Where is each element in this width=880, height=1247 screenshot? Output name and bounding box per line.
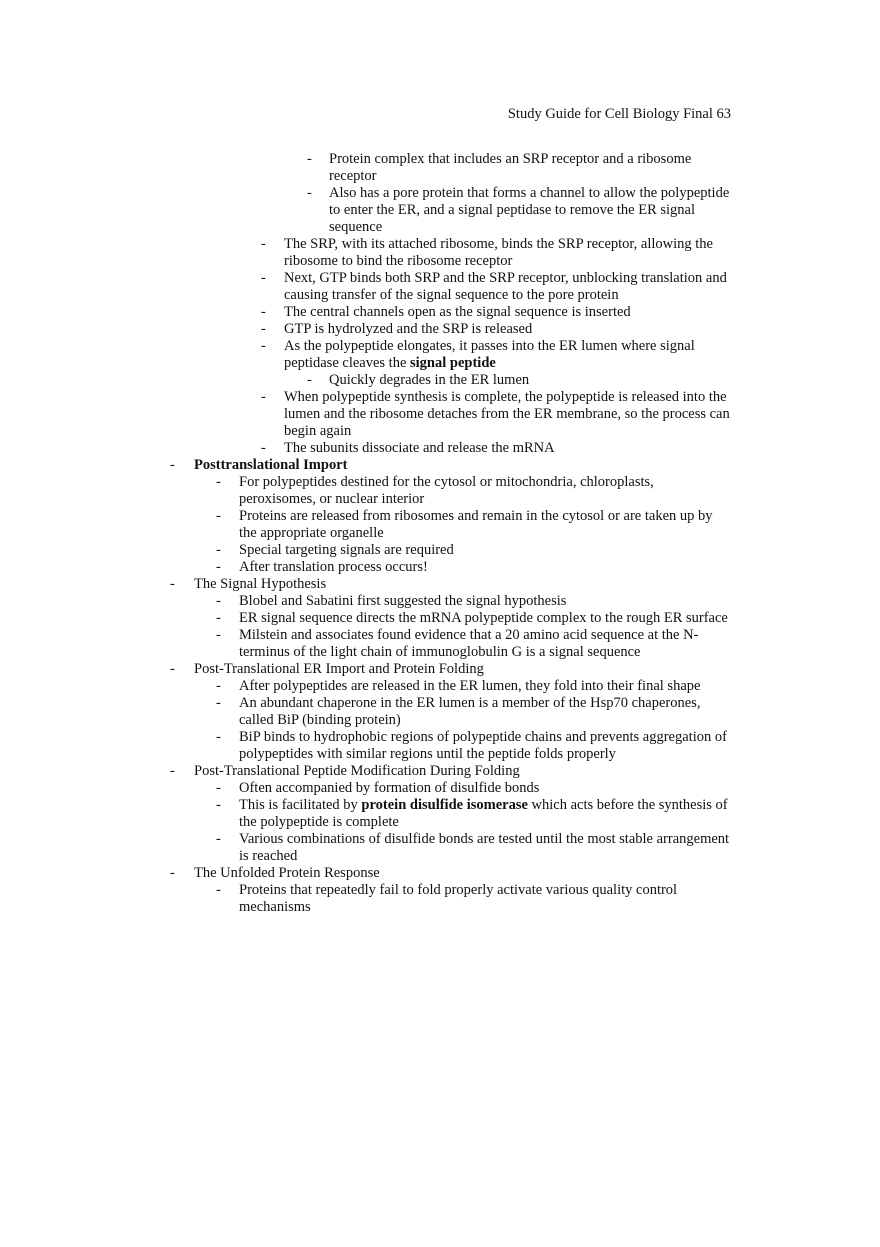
list-item <box>0 440 880 457</box>
bullet-dash: - <box>216 593 221 609</box>
text-run: Protein complex that includes an SRP receptor and a ribosome receptor <box>329 151 692 184</box>
list-item-text <box>239 831 733 865</box>
list-item <box>0 678 880 695</box>
list-item <box>0 882 880 916</box>
bullet-dash: - <box>170 661 175 677</box>
list-item-text <box>239 542 733 559</box>
list-item <box>0 474 880 508</box>
text-run: GTP is hydrolyzed and the SRP is released <box>284 321 533 337</box>
bullet-dash: - <box>261 304 266 320</box>
outline-list <box>0 151 880 916</box>
bullet-dash: - <box>170 763 175 779</box>
text-run: Post-Translational ER Import and Protein Folding <box>194 661 484 677</box>
bullet-dash: - <box>216 610 221 626</box>
list-item <box>0 236 880 270</box>
list-item-text <box>239 882 733 916</box>
bullet-dash: - <box>216 695 221 711</box>
bullet-dash: - <box>216 627 221 643</box>
list-item-text <box>194 661 733 678</box>
list-item-text <box>239 678 733 695</box>
bullet-dash: - <box>216 831 221 847</box>
list-item-text <box>239 780 733 797</box>
list-item-text <box>239 593 733 610</box>
page-header: Study Guide for Cell Biology Final 63 <box>507 106 731 122</box>
text-run: BiP binds to hydrophobic regions of polypeptide chains and prevents aggregation of polypeptides with similar regions until the peptide folds properly <box>239 729 727 762</box>
list-item <box>0 695 880 729</box>
list-item <box>0 338 880 372</box>
text-run: ER signal sequence directs the mRNA polypeptide complex to the rough ER surface <box>239 610 728 626</box>
list-item <box>0 151 880 185</box>
text-run: which acts before the synthesis of the polypeptide is complete <box>239 797 728 830</box>
text-run: Post-Translational Peptide Modification During Folding <box>194 763 520 779</box>
list-item <box>0 729 880 763</box>
list-item-text <box>239 474 733 508</box>
list-item-text <box>284 440 733 457</box>
text-run: An abundant chaperone in the ER lumen is a member of the Hsp70 chaperones, called BiP (binding protein) <box>239 695 701 728</box>
list-item-text <box>239 610 733 627</box>
bullet-dash: - <box>170 865 175 881</box>
bold-term: Posttranslational Import <box>194 457 348 473</box>
text-run: Also has a pore protein that forms a channel to allow the polypeptide to enter the ER, and a signal peptidase to remove the ER signal sequence <box>329 185 730 235</box>
bullet-dash: - <box>216 797 221 813</box>
list-item <box>0 270 880 304</box>
list-item <box>0 389 880 440</box>
list-item <box>0 610 880 627</box>
list-item <box>0 865 880 882</box>
bullet-dash: - <box>216 882 221 898</box>
bullet-dash: - <box>261 321 266 337</box>
list-item-text <box>239 695 733 729</box>
text-run: Next, GTP binds both SRP and the SRP receptor, unblocking translation and causing transfer of the signal sequence to the pore protein <box>284 270 727 303</box>
list-item <box>0 321 880 338</box>
list-item-text <box>284 304 733 321</box>
list-item <box>0 185 880 236</box>
bullet-dash: - <box>216 474 221 490</box>
bullet-dash: - <box>261 440 266 456</box>
bullet-dash: - <box>216 559 221 575</box>
list-item-text <box>284 321 733 338</box>
list-item <box>0 627 880 661</box>
text-run: Often accompanied by formation of disulfide bonds <box>239 780 540 796</box>
text-run: As the polypeptide elongates, it passes into the ER lumen where signal peptidase cleaves the <box>284 338 695 371</box>
text-run: Proteins are released from ribosomes and remain in the cytosol or are taken up by the appropriate organelle <box>239 508 713 541</box>
list-item-text <box>239 627 733 661</box>
list-item <box>0 780 880 797</box>
list-item-text <box>194 763 733 780</box>
list-item-text <box>194 865 733 882</box>
list-item-text <box>284 389 733 440</box>
bullet-dash: - <box>216 508 221 524</box>
bullet-dash: - <box>261 338 266 354</box>
list-item <box>0 304 880 321</box>
text-run: Proteins that repeatedly fail to fold properly activate various quality control mechanisms <box>239 882 678 915</box>
bullet-dash: - <box>307 151 312 167</box>
list-item-text <box>239 559 733 576</box>
text-run: Milstein and associates found evidence that a 20 amino acid sequence at the N-terminus of the light chain of immunoglobulin G is a signal sequence <box>239 627 699 660</box>
text-run: After polypeptides are released in the ER lumen, they fold into their final shape <box>239 678 701 694</box>
bullet-dash: - <box>307 372 312 388</box>
bullet-dash: - <box>170 576 175 592</box>
list-item-text <box>284 270 733 304</box>
text-run: The Signal Hypothesis <box>194 576 327 592</box>
bullet-dash: - <box>261 270 266 286</box>
list-item <box>0 831 880 865</box>
text-run: Various combinations of disulfide bonds are tested until the most stable arrangement is reached <box>239 831 730 864</box>
text-run: When polypeptide synthesis is complete, the polypeptide is released into the lumen and the ribosome detaches from the ER membrane, so the process can begin again <box>284 389 730 439</box>
bullet-dash: - <box>307 185 312 201</box>
bullet-dash: - <box>216 780 221 796</box>
list-item <box>0 576 880 593</box>
text-run: Quickly degrades in the ER lumen <box>329 372 530 388</box>
bullet-dash: - <box>216 542 221 558</box>
bold-term: signal peptide <box>410 355 496 371</box>
list-item <box>0 593 880 610</box>
list-item-text <box>329 151 733 185</box>
bullet-dash: - <box>216 678 221 694</box>
list-item-text <box>284 236 733 270</box>
list-item-text <box>239 729 733 763</box>
list-item-text <box>194 457 733 474</box>
list-item <box>0 457 880 474</box>
text-run: This is facilitated by <box>239 797 362 813</box>
list-item <box>0 559 880 576</box>
list-item <box>0 661 880 678</box>
bold-term: protein disulfide isomerase <box>361 797 528 813</box>
list-item-text <box>329 372 733 389</box>
list-item-text <box>284 338 733 372</box>
text-run: Blobel and Sabatini first suggested the signal hypothesis <box>239 593 567 609</box>
text-run: The subunits dissociate and release the mRNA <box>284 440 555 456</box>
text-run: The central channels open as the signal sequence is inserted <box>284 304 631 320</box>
list-item-text <box>239 508 733 542</box>
text-run: Special targeting signals are required <box>239 542 454 558</box>
list-item-text <box>239 797 733 831</box>
list-item <box>0 372 880 389</box>
bullet-dash: - <box>261 389 266 405</box>
text-run: For polypeptides destined for the cytosol or mitochondria, chloroplasts, peroxisomes, or nuclear interior <box>239 474 654 507</box>
list-item-text <box>194 576 733 593</box>
list-item <box>0 508 880 542</box>
bullet-dash: - <box>170 457 175 473</box>
list-item-text <box>329 185 733 236</box>
text-run: The Unfolded Protein Response <box>194 865 380 881</box>
list-item <box>0 797 880 831</box>
text-run: After translation process occurs! <box>239 559 428 575</box>
text-run: The SRP, with its attached ribosome, binds the SRP receptor, allowing the ribosome to bind the ribosome receptor <box>284 236 713 269</box>
bullet-dash: - <box>261 236 266 252</box>
list-item <box>0 542 880 559</box>
bullet-dash: - <box>216 729 221 745</box>
list-item <box>0 763 880 780</box>
